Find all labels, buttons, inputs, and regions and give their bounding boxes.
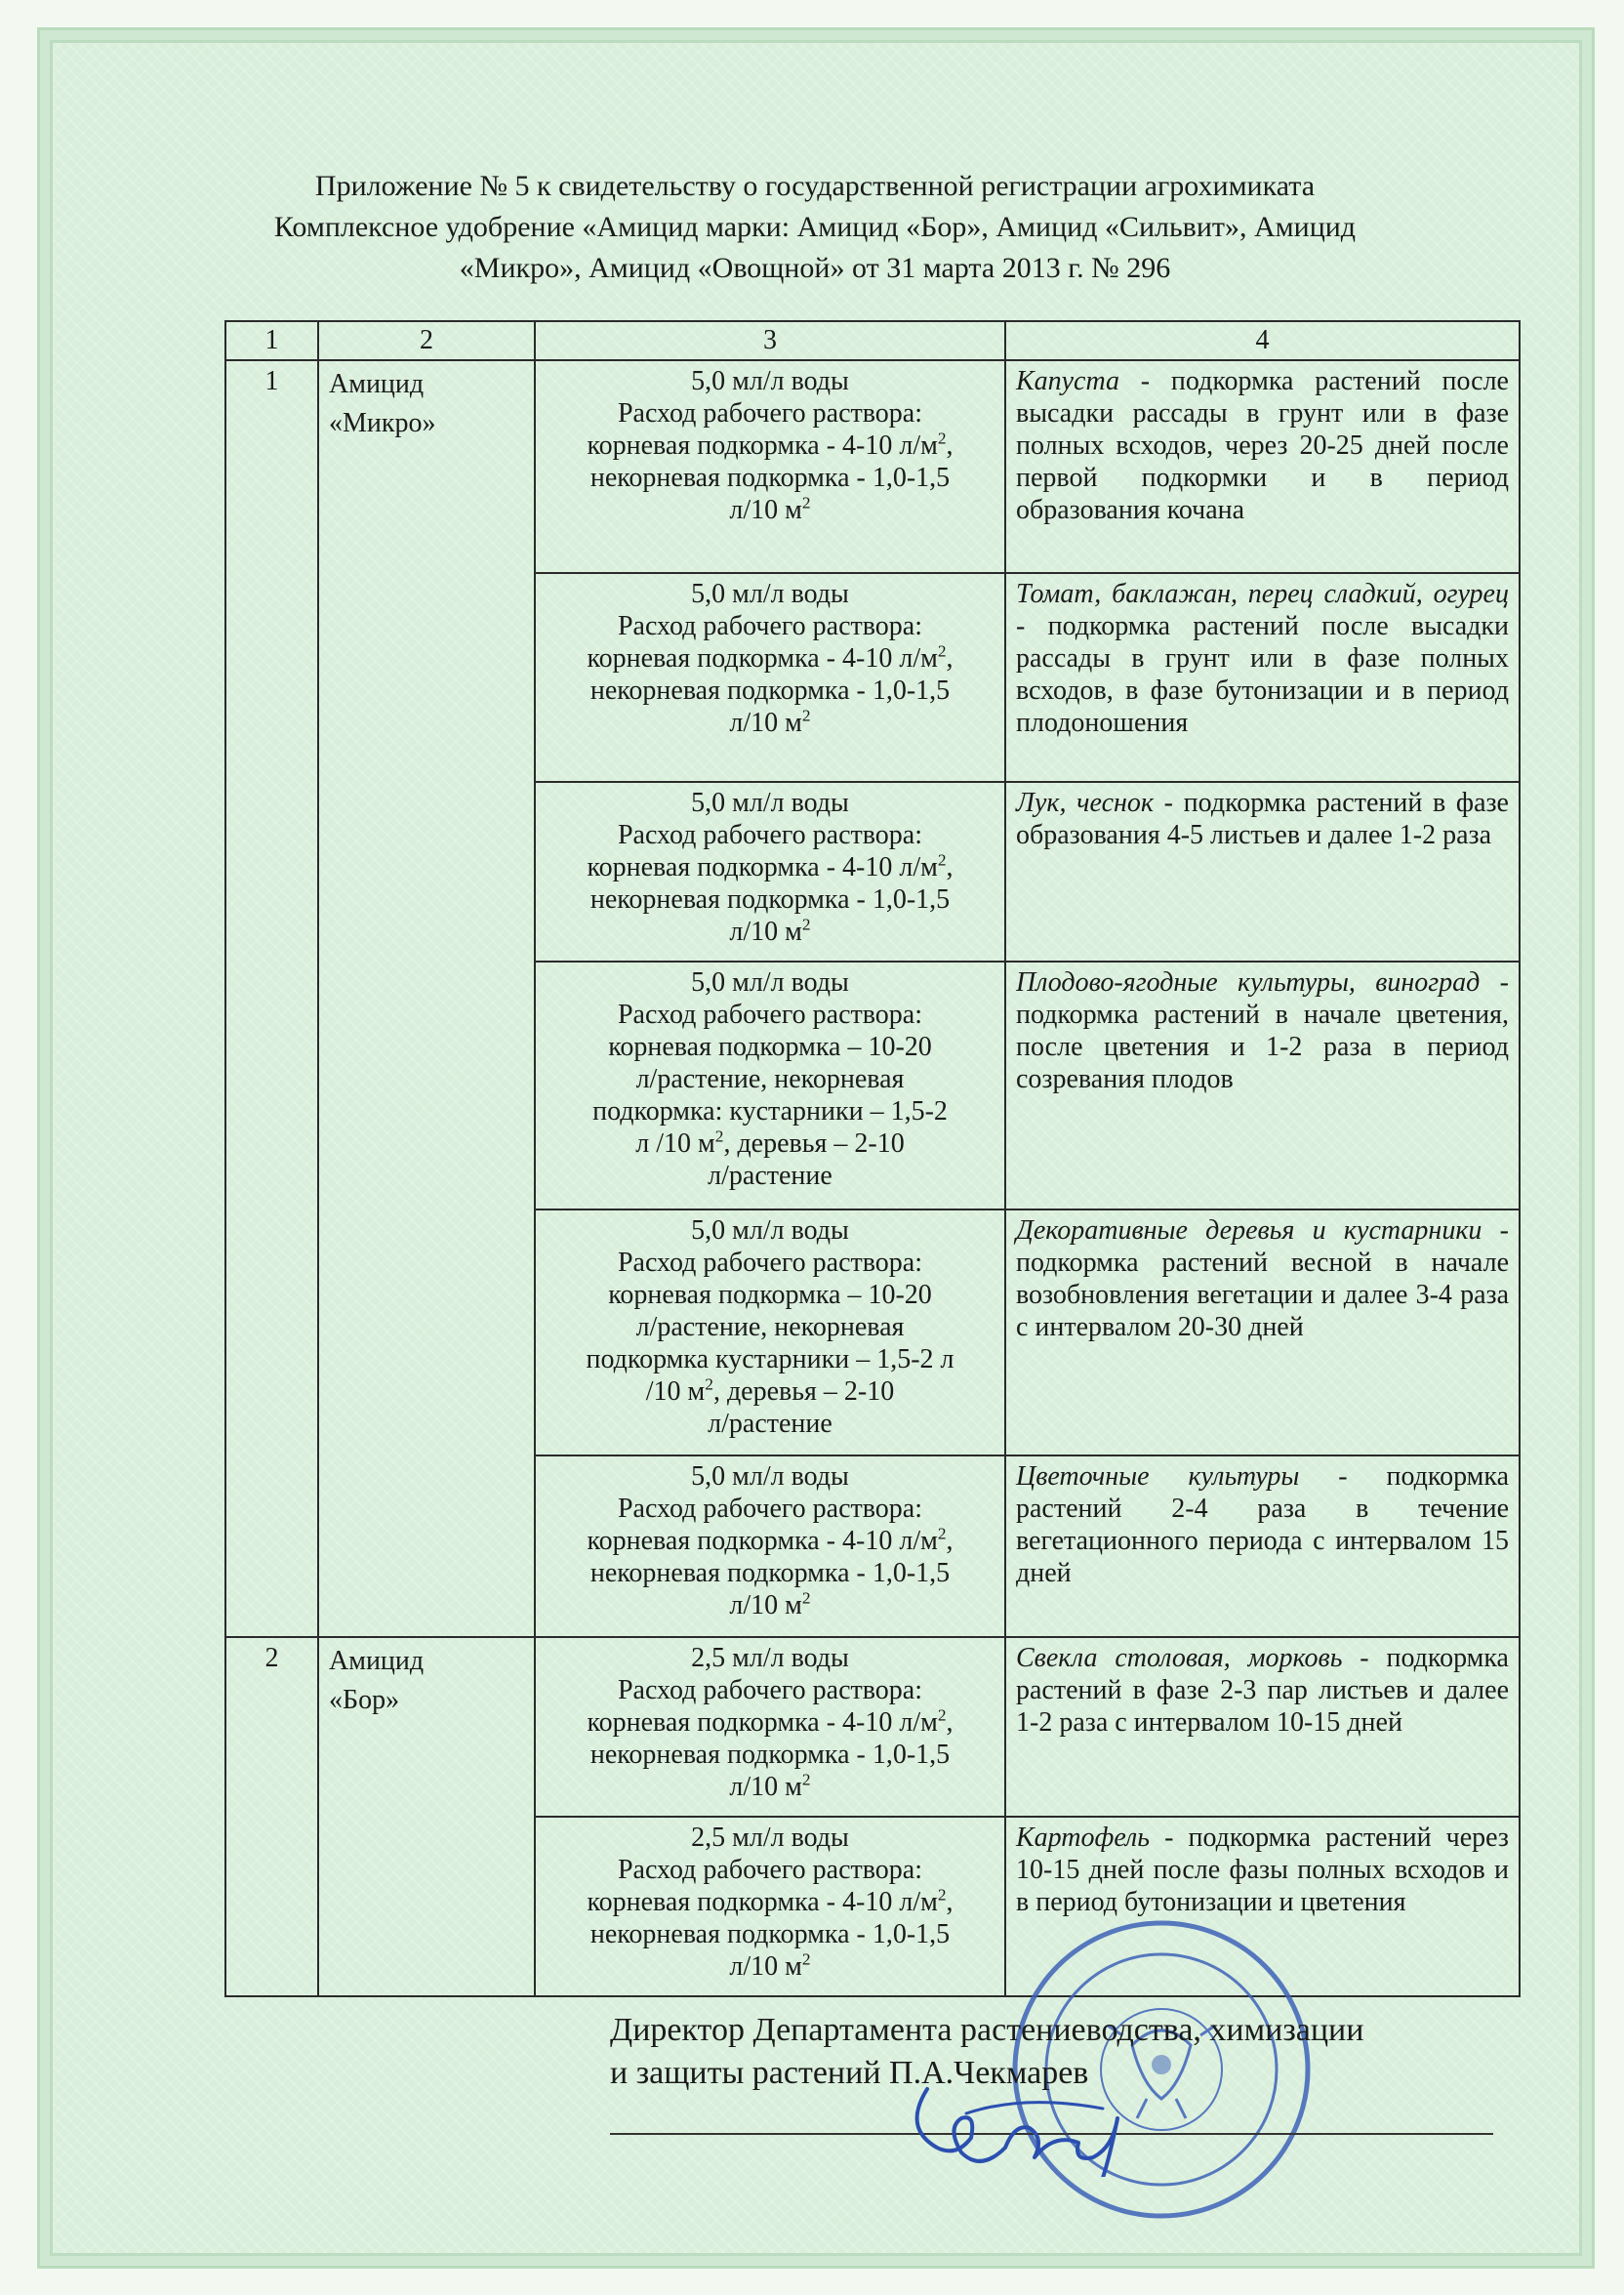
crop-cell: Декоративные деревья и кустарники - подкормка растений весной в начале возобновления вегетации и далее 3-4 раза с интервалом 20-30 дней [1005, 1209, 1520, 1455]
signer-title: Директор Департамента растениеводства, химизации [610, 2012, 1364, 2048]
header-line-3: «Микро», Амицид «Овощной» от 31 марта 2013 г. № 296 [459, 252, 1171, 284]
header-line-1: Приложение № 5 к свидетельству о государственной регистрации агрохимиката [314, 170, 1316, 202]
dose-cell: 5,0 мл/л воды Расход рабочего раствора: корневая подкормка - 4-10 $л/м^2$, некорневая подкормка - 1,0-1,5 л/10 $м^2$ [535, 360, 1005, 573]
dose-cell: 5,0 мл/л воды Расход рабочего раствора: корневая подкормка - 4-10 $л/м^2$, некорневая подкормка - 1,0-1,5 л/10 $м^2$ [535, 1455, 1005, 1637]
signer-name: и защиты растений П.А.Чекмарев [610, 2055, 1089, 2091]
dose-cell: 5,0 мл/л воды Расход рабочего раствора: корневая подкормка - 4-10 $л/м^2$, некорневая подкормка - 1,0-1,5 л/10 $м^2$ [535, 573, 1005, 782]
crop-cell: Цветочные культуры - подкормка растений 2-4 раза в течение вегетационного периода с интервалом 15 дней [1005, 1455, 1520, 1637]
col-header-2: 2 [318, 321, 535, 360]
crop-cell: Картофель - подкормка растений через 10-15 дней после фазы полных всходов и в период бутонизации и цветения [1005, 1817, 1520, 1996]
handwritten-signature-icon [908, 2060, 1161, 2177]
dose-cell: 2,5 мл/л воды Расход рабочего раствора: корневая подкормка - 4-10 $л/м^2$, некорневая подкормка - 1,0-1,5 л/10 $м^2$ [535, 1637, 1005, 1817]
document-header [166, 166, 1464, 289]
product-name: Амицид «Микро» [318, 360, 535, 1637]
row-number: 2 [225, 1637, 318, 1996]
table-row [225, 1637, 1520, 1817]
dose-cell: 5,0 мл/л воды Расход рабочего раствора: корневая подкормка – 10-20 л/растение, некорневая подкормка: кустарники – 1,5-2 л /10 $м^2$, деревья – 2-10 л/растение [535, 962, 1005, 1209]
table-row [225, 360, 1520, 573]
crop-cell: Плодово-ягодные культуры, виноград - подкормка растений в начале цветения, после цветения и 1-2 раза в период созревания плодов [1005, 962, 1520, 1209]
header-line-2: Комплексное удобрение «Амицид марки: Амицид «Бор», Амицид «Сильвит», Амицид [273, 211, 1357, 243]
dose-cell: 2,5 мл/л воды Расход рабочего раствора: корневая подкормка - 4-10 $л/м^2$, некорневая подкормка - 1,0-1,5 л/10 $м^2$ [535, 1817, 1005, 1996]
registration-table [224, 320, 1521, 1997]
crop-cell: Томат, баклажан, перец сладкий, огурец - подкормка растений после высадки рассады в грунт или в фазе полных всходов, в фазе бутонизации и в период плодоношения [1005, 573, 1520, 782]
table-header-row [225, 321, 1520, 360]
crop-cell: Лук, чеснок - подкормка растений в фазе образования 4-5 листьев и далее 1-2 раза [1005, 782, 1520, 962]
col-header-3: 3 [535, 321, 1005, 360]
crop-cell: Свекла столовая, морковь - подкормка растений в фазе 2-3 пар листьев и далее 1-2 раза с интервалом 10-15 дней [1005, 1637, 1520, 1817]
dose-cell: 5,0 мл/л воды Расход рабочего раствора: корневая подкормка – 10-20 л/растение, некорневая подкормка кустарники – 1,5-2 л /10 $м^2$, деревья – 2-10 л/растение [535, 1209, 1005, 1455]
col-header-4: 4 [1005, 321, 1520, 360]
dose-cell: 5,0 мл/л воды Расход рабочего раствора: корневая подкормка - 4-10 $л/м^2$, некорневая подкормка - 1,0-1,5 л/10 $м^2$ [535, 782, 1005, 962]
crop-cell: Капуста - подкормка растений после высадки рассады в грунт или в фазе полных всходов, через 20-25 дней после первой подкормки и в период образования кочана [1005, 360, 1520, 573]
row-number: 1 [225, 360, 318, 1637]
product-name: Амицид «Бор» [318, 1637, 535, 1996]
col-header-1: 1 [225, 321, 318, 360]
